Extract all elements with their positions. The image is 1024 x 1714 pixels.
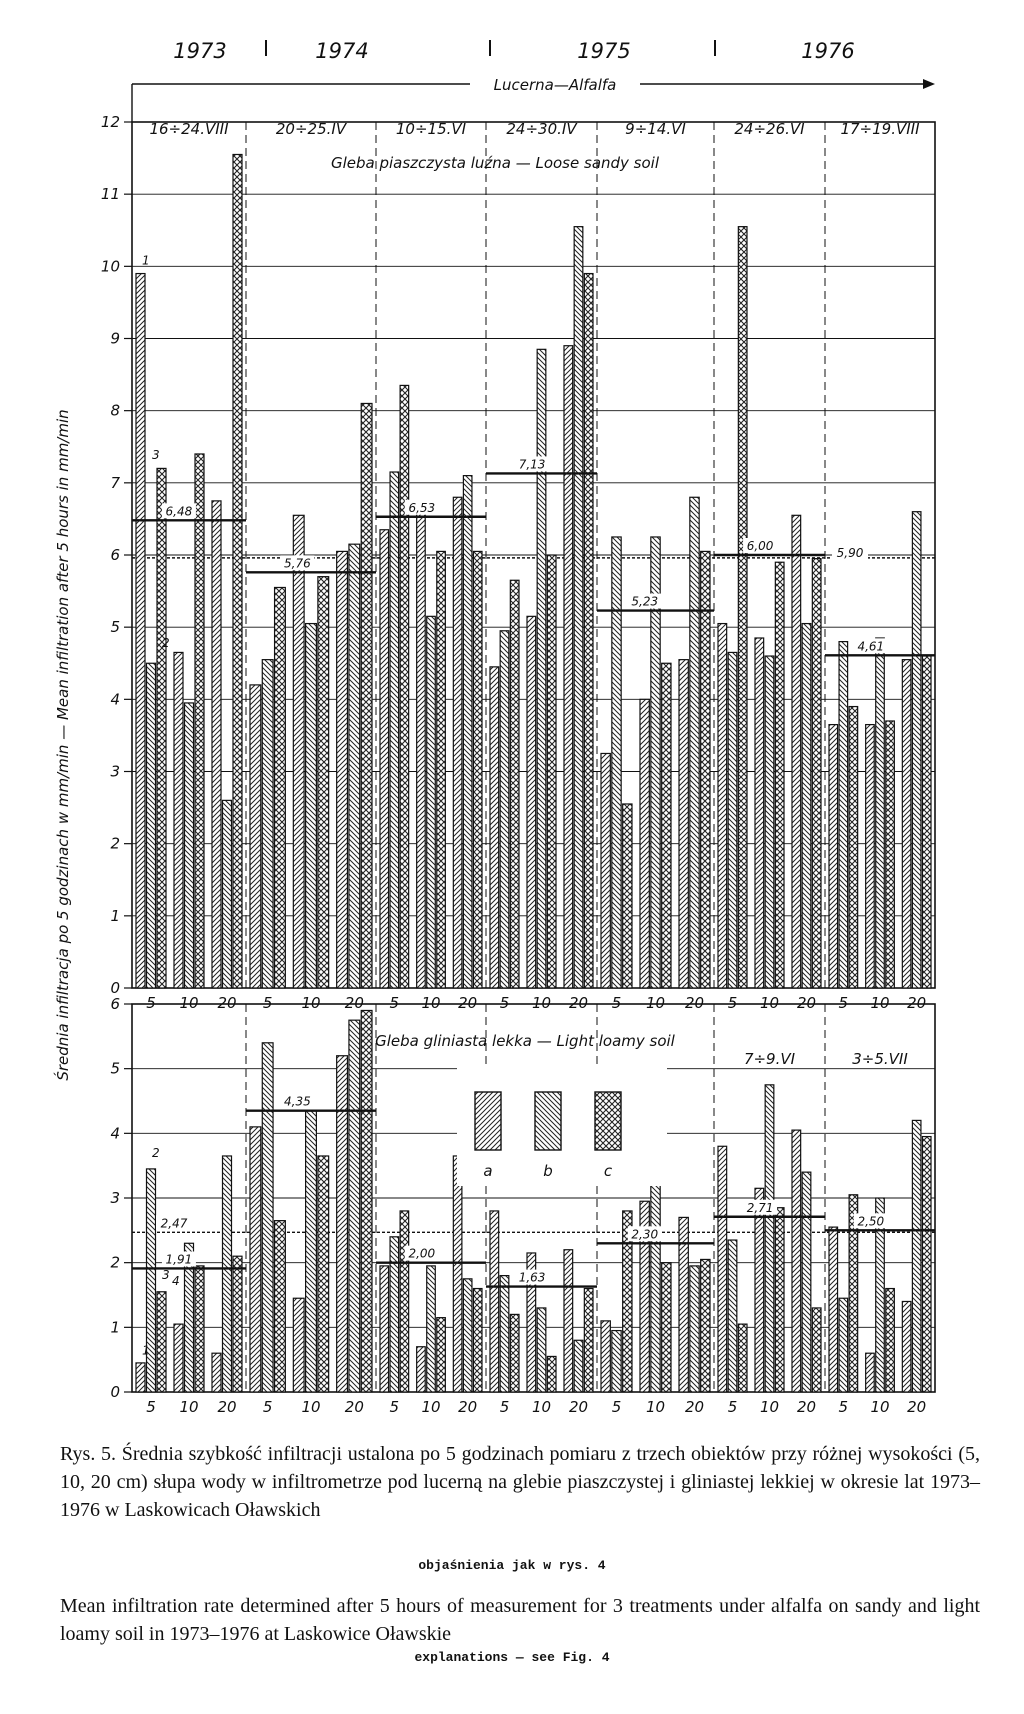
x-tick-depth: 20 [907,1398,927,1416]
group-mean-label: 6,53 [408,500,436,515]
bar-top-g4-d20-c [701,551,710,988]
legend-label-b: b [543,1162,553,1180]
group-mean-label: 4,35 [284,1094,311,1109]
x-tick-depth: 20 [907,994,927,1012]
bar-top-g6-d20-a [902,660,911,988]
year-label-1976: 1976 [801,39,855,63]
bar-top-g4-d20-b [690,497,699,988]
bar-bottom-g0-d5-b [147,1169,156,1392]
bar-bottom-g0-d20-a [212,1353,221,1392]
bar-bottom-g1-d20-a [337,1056,348,1392]
x-tick-depth: 5 [727,1398,738,1416]
bar-bottom-g2-d5-c [400,1211,409,1392]
x-tick-depth: 20 [217,1398,237,1416]
bar-annotation: 2 [152,1146,160,1161]
y-tick-label: 2 [110,1253,120,1272]
y-tick-label: 3 [110,1189,120,1207]
bar-top-g0-d5-c [157,468,166,988]
period-label: 9÷14.VI [625,120,686,138]
bar-top-g3-d5-b [500,631,509,988]
y-tick-label: 5 [110,1059,120,1078]
bar-bottom-g5-d10-c [775,1208,784,1392]
bar-annotation: 1 [142,253,150,268]
period-label: 17÷19.VIII [840,120,920,138]
bar-top-g0-d5-b [147,663,156,988]
group-mean-label: 4,61 [857,639,885,654]
y-tick-label: 1 [110,906,120,925]
bar-annotation: 2 [162,635,170,650]
bar-top-g6-d20-c [922,656,931,988]
arrow-head-icon [923,79,935,89]
bar-bottom-g6-d20-a [902,1301,911,1392]
x-tick-depth: 5 [838,1398,849,1416]
bar-top-g0-d20-c [233,154,242,988]
y-tick-label: 4 [110,690,120,709]
y-tick-label: 8 [110,401,120,420]
x-tick-depth: 5 [389,994,400,1012]
bar-bottom-g0-d10-c [195,1266,204,1392]
bar-top-g0-d20-b [223,800,232,988]
bar-top-g0-d10-a [174,652,183,988]
x-tick-depth: 5 [499,994,510,1012]
bar-top-g5-d20-b [802,624,811,988]
bar-bottom-g0-d20-c [233,1256,242,1392]
x-tick-depth: 10 [645,994,666,1012]
group-mean-label: 1,91 [165,1252,193,1267]
bar-bottom-g2-d20-b [463,1279,472,1392]
x-tick-depth: 5 [611,1398,622,1416]
bar-top-g5-d5-b [728,652,737,988]
x-tick-depth: 20 [344,994,364,1012]
bar-top-g3-d5-a [490,667,499,988]
bar-top-g3-d10-a [527,616,536,988]
x-tick-depth: 5 [146,1398,156,1416]
bar-top-g3-d20-a [564,346,573,988]
x-tick-depth: 10 [301,1398,321,1416]
x-tick-depth: 20 [458,1398,478,1416]
y-axis-title: Średnia infiltracja po 5 godzinach w mm/min — Mean infiltration after 5 hours in mm/min [54,409,72,1081]
bar-bottom-g1-d5-c [275,1221,286,1392]
bar-bottom-g6-d20-b [912,1120,921,1392]
group-mean-label: 2,50 [857,1214,885,1229]
bar-bottom-g4-d20-c [701,1259,710,1392]
bar-top-g5-d10-a [755,638,764,988]
bar-top-g1-d5-b [262,660,273,988]
bar-top-g2-d20-c [473,551,482,988]
bar-top-g2-d10-a [417,504,426,988]
bar-annotation: 4 [172,1274,180,1289]
bar-bottom-g3-d5-c [510,1314,519,1392]
bar-top-g4-d10-c [662,663,671,988]
y-tick-label: 6 [110,995,120,1013]
bar-bottom-g1-d5-b [262,1043,273,1392]
x-tick-depth: 5 [389,1398,400,1416]
bar-bottom-g2-d10-a [417,1347,426,1392]
overall-mean-label: 2,47 [160,1216,188,1231]
bar-top-g1-d5-a [250,685,261,988]
bar-top-g3-d5-c [510,580,519,988]
bar-top-g1-d10-a [293,515,304,988]
x-tick-depth: 10 [645,1398,666,1416]
year-label-1975: 1975 [577,39,631,63]
bar-bottom-g1-d20-c [361,1010,372,1392]
legend-label-c: c [603,1162,613,1180]
bar-bottom-g6-d5-b [839,1298,848,1392]
period-label: 3÷5.VII [852,1050,908,1068]
group-mean-label: 5,23 [631,594,659,609]
overall-mean-label: 5,90 [836,546,864,561]
y-tick-label: 7 [110,473,120,492]
x-tick-depth: 20 [684,1398,705,1416]
period-label: 16÷24.VIII [149,120,229,138]
legend-label-a: a [483,1162,493,1180]
bar-bottom-g0-d5-a [136,1363,145,1392]
bar-top-g2-d5-c [400,385,409,988]
bar-top-g5-d5-a [718,624,727,988]
bar-bottom-g1-d5-a [250,1127,261,1392]
caption-english: Mean infiltration rate determined after 5 hours of measurement for 3 treatments under alfalfa on sandy and light loamy soil in 1973–1976 at Laskowice Oławskie [60,1595,980,1645]
bar-bottom-g1-d20-b [349,1020,360,1392]
bar-bottom-g0-d20-b [223,1156,232,1392]
bar-top-g2-d20-b [463,476,472,988]
x-tick-depth: 5 [838,994,849,1012]
bar-bottom-g4-d20-b [690,1266,699,1392]
bar-bottom-g6-d20-c [922,1137,931,1392]
bar-bottom-g3-d10-b [537,1308,546,1392]
bar-top-g6-d5-a [829,725,838,988]
bar-bottom-g3-d10-c [547,1356,556,1392]
period-label: 24÷26.VI [734,120,805,138]
group-mean-label: 5,76 [284,556,311,571]
bar-bottom-g1-d10-a [293,1298,304,1392]
y-tick-label: 0 [110,1383,120,1401]
x-tick-depth: 5 [262,1398,273,1416]
bar-bottom-g2-d5-a [380,1266,389,1392]
bar-top-g6-d20-b [912,512,921,988]
y-tick-label: 1 [110,1318,120,1337]
bar-bottom-g6-d10-c [886,1289,895,1392]
bar-bottom-g3-d20-c [584,1289,593,1392]
bar-bottom-g5-d10-a [755,1188,764,1392]
y-tick-label: 0 [110,979,120,997]
bar-bottom-g6-d5-a [829,1227,838,1392]
group-mean-label: 6,00 [746,539,774,553]
bar-top-g2-d5-b [390,472,399,988]
bar-top-g3-d10-c [547,555,556,988]
x-tick-depth: 20 [684,994,705,1012]
bar-bottom-g5-d20-a [792,1130,801,1392]
bar-top-g6-d10-a [866,725,875,988]
bar-top-g1-d20-b [349,544,360,988]
soil-label-bottom: Gleba gliniasta lekka — Light loamy soil [375,1032,675,1050]
bar-top-g3-d10-b [537,349,546,988]
bar-top-g5-d20-a [792,515,801,988]
bar-top-g4-d5-c [623,804,632,988]
x-tick-depth: 10 [301,994,321,1012]
bar-top-g5-d20-c [812,559,821,988]
soil-label-top: Gleba piaszczysta luźna — Loose sandy soil [330,154,660,172]
bar-bottom-g5-d5-b [728,1240,737,1392]
y-tick-label: 10 [100,257,120,276]
bar-top-g5-d10-c [775,562,784,988]
bar-bottom-g2-d5-b [390,1237,399,1392]
bar-bottom-g4-d5-a [601,1321,610,1392]
y-tick-label: 11 [100,185,120,204]
bar-annotation: 3 [152,448,160,463]
bar-bottom-g5-d20-b [802,1172,811,1392]
legend-swatch-c [595,1092,621,1150]
group-mean-label: 2,30 [631,1227,659,1242]
bar-bottom-g5-d20-c [812,1308,821,1392]
bar-top-g6-d5-c [849,707,858,988]
x-tick-depth: 10 [421,994,441,1012]
x-tick-depth: 5 [146,994,156,1012]
header-label: Lucerna—Alfalfa [493,76,617,94]
group-mean-label: 1,63 [518,1270,546,1285]
bar-bottom-g5-d10-b [765,1085,774,1392]
x-tick-depth: 5 [727,994,738,1012]
y-tick-label: 5 [110,618,120,637]
period-label: 10÷15.VI [395,120,467,138]
y-tick-label: 9 [110,329,120,348]
bar-bottom-g4-d10-c [662,1263,671,1392]
x-tick-depth: 10 [759,994,780,1012]
year-label-1973: 1973 [173,39,227,63]
bar-top-g4-d10-a [640,699,649,988]
x-tick-depth: 5 [499,1398,510,1416]
x-tick-depth: 10 [759,1398,780,1416]
bar-top-g5-d5-c [738,227,747,988]
bar-bottom-g2-d10-c [437,1318,446,1392]
legend-swatch-b [535,1092,561,1150]
bar-top-g2-d20-a [453,497,462,988]
x-tick-depth: 20 [796,1398,817,1416]
bar-bottom-g1-d10-c [318,1156,329,1392]
y-tick-label: 3 [110,762,120,781]
bar-top-g2-d5-a [380,530,389,988]
bar-top-g0-d5-a [136,274,145,988]
y-tick-label: 2 [110,834,120,853]
bar-top-g2-d10-b [427,616,436,988]
bar-top-g0-d10-c [195,454,204,988]
bar-bottom-g4-d5-b [612,1331,621,1392]
group-mean-label: 2,71 [746,1200,774,1215]
bar-annotation: 3 [162,1267,170,1282]
x-tick-depth: 10 [531,994,552,1012]
bar-top-g0-d10-b [185,703,194,988]
bar-bottom-g2-d10-b [427,1266,436,1392]
bar-bottom-g3-d5-b [500,1276,509,1392]
x-tick-depth: 5 [611,994,622,1012]
period-label: 20÷25.IV [275,120,347,138]
group-mean-label: 7,13 [518,457,546,472]
legend-swatch-a [475,1092,501,1150]
x-tick-depth: 20 [568,994,589,1012]
bar-bottom-g0-d10-a [174,1324,183,1392]
bar-top-g1-d10-c [318,577,329,988]
x-tick-depth: 10 [870,1398,890,1416]
bar-top-g1-d20-c [361,403,372,988]
bar-annotation: 1 [142,1343,150,1358]
group-mean-label: 6,48 [165,504,193,519]
x-tick-depth: 20 [796,994,817,1012]
bar-top-g3-d20-c [584,274,593,988]
bar-top-g3-d20-b [574,227,583,988]
x-tick-depth: 10 [179,1398,199,1416]
bar-top-g0-d20-a [212,501,221,988]
bar-top-g1-d10-b [306,624,317,988]
caption-polish: Rys. 5. Średnia szybkość infiltracji ustalona po 5 godzinach pomiaru z trzech obiektów przy różnej wysokości (5, 10, 20 cm) słupa wody w infiltrometrze pod lucerną na glebie piaszczystej i gliniastej lekkiej w okresie lat 1973–1976 w Laskowicach Oławskich [60,1443,980,1521]
bar-bottom-g5-d5-c [738,1324,747,1392]
x-tick-depth: 20 [344,1398,364,1416]
bar-top-g4-d5-a [601,753,610,988]
bar-top-g2-d10-c [437,551,446,988]
x-tick-depth: 20 [458,994,478,1012]
bar-bottom-g2-d20-c [473,1289,482,1392]
y-tick-label: 6 [110,546,120,564]
y-tick-label: 4 [110,1124,120,1143]
bar-top-g6-d10-b [876,638,885,988]
x-tick-depth: 10 [421,1398,441,1416]
caption-english-note: explanations — see Fig. 4 [414,1650,610,1665]
bar-bottom-g6-d10-a [866,1353,875,1392]
bar-top-g1-d5-c [275,587,286,988]
bar-bottom-g3-d5-a [490,1211,499,1392]
year-label-1974: 1974 [315,39,369,63]
caption-polish-note: objaśnienia jak w rys. 4 [418,1558,606,1573]
bar-bottom-g5-d5-a [718,1146,727,1392]
bar-bottom-g1-d10-b [306,1111,317,1392]
x-tick-depth: 5 [262,994,273,1012]
bar-bottom-g3-d20-a [564,1250,573,1392]
x-tick-depth: 20 [568,1398,589,1416]
x-tick-depth: 10 [531,1398,552,1416]
x-tick-depth: 10 [179,994,199,1012]
bar-top-g4-d5-b [612,537,621,988]
bar-bottom-g3-d20-b [574,1340,583,1392]
bar-top-g1-d20-a [337,551,348,988]
bar-top-g4-d20-a [679,660,688,988]
x-tick-depth: 10 [870,994,890,1012]
bar-bottom-g2-d20-a [453,1156,462,1392]
bar-top-g5-d10-b [765,656,774,988]
group-mean-label: 2,00 [408,1246,436,1261]
period-label: 24÷30.IV [506,120,577,138]
bar-top-g6-d10-c [886,721,895,988]
y-tick-label: 12 [100,113,120,131]
bar-top-g6-d5-b [839,642,848,988]
bar-bottom-g0-d5-c [157,1292,166,1392]
period-label: 7÷9.VI [743,1050,796,1068]
x-tick-depth: 20 [217,994,237,1012]
